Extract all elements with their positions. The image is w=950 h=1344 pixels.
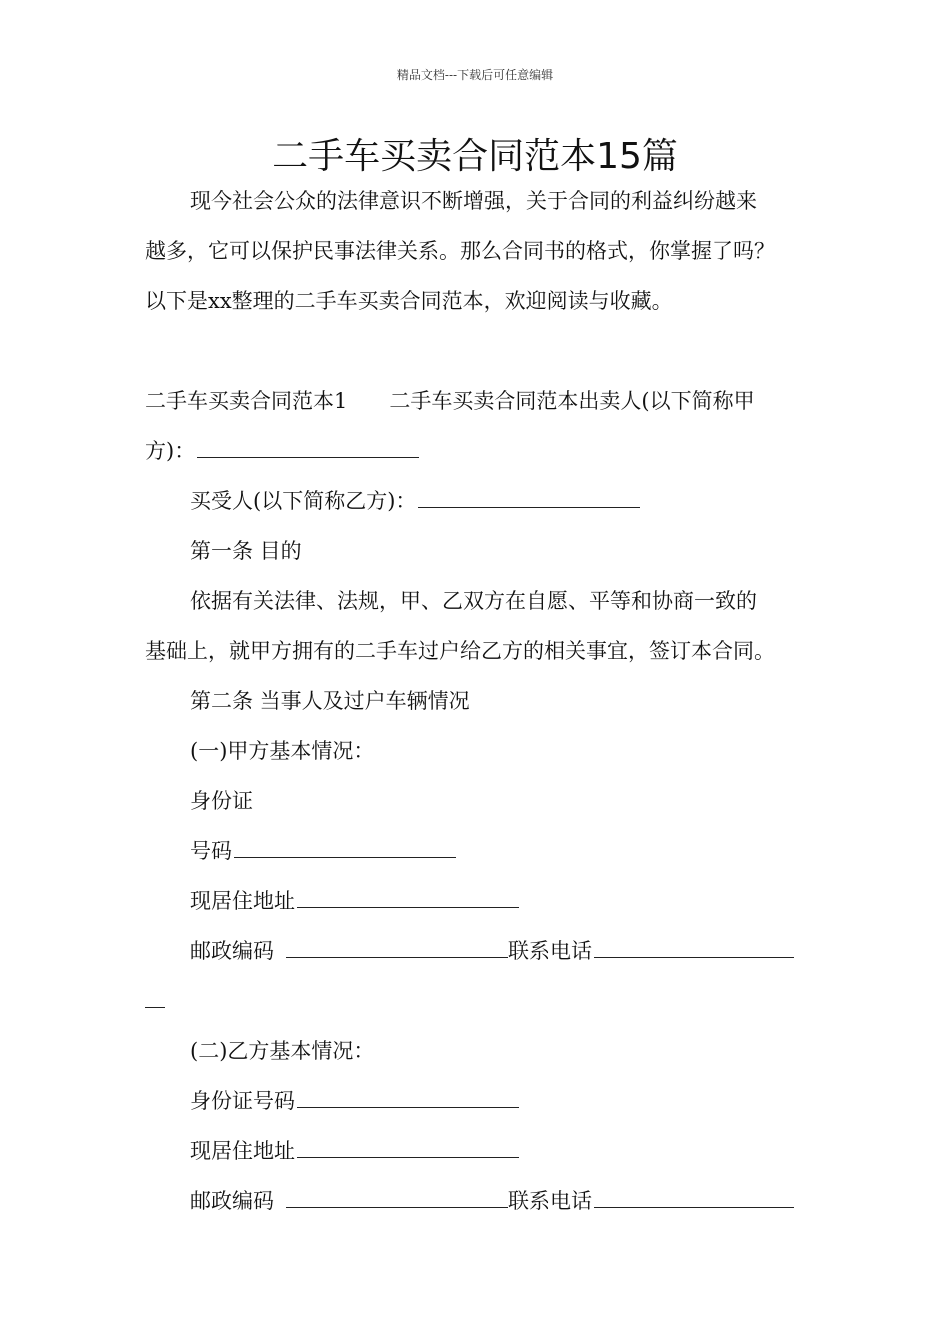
seller-line-a: 二手车买卖合同范本出卖人(以下简称甲 [389,389,755,413]
party-a-phone-blank-continued[interactable] [145,987,165,1008]
buyer-row [190,486,640,516]
party-a-id-row [190,836,456,866]
party-a-phone-blank[interactable] [594,937,794,958]
party-b-address-label: 现居住地址 [190,1139,295,1163]
article2-title: 第二条 当事人及过户车辆情况 [190,689,470,713]
party-b-address-blank[interactable] [297,1137,519,1158]
party-b-postcode-label: 邮政编码 [190,1189,274,1213]
intro-line-1: 现今社会公众的法律意识不断增强，关于合同的利益纠纷越来 [190,189,757,213]
party-a-heading: (一)甲方基本情况： [190,739,375,763]
party-a-address-row [190,886,519,916]
seller-name-blank[interactable] [197,437,419,458]
intro-line-2: 越多，它可以保护民事法律关系。那么合同书的格式，你掌握了吗？ [145,239,775,263]
party-b-contact-row [190,1186,794,1216]
party-b-address-row [190,1136,519,1166]
article1-title: 第一条 目的 [190,539,302,563]
party-b-phone-label: 联系电话 [508,1189,592,1213]
party-a-id-label-b: 号码 [190,839,232,863]
article1-text-2: 基础上，就甲方拥有的二手车过户给乙方的相关事宜，签订本合同。 [145,639,775,663]
party-b-id-label: 身份证号码 [190,1089,295,1113]
buyer-label: 买受人(以下简称乙方)： [190,489,417,513]
party-a-postcode-label: 邮政编码 [190,939,274,963]
party-a-address-label: 现居住地址 [190,889,295,913]
party-b-id-blank[interactable] [297,1087,519,1108]
seller-line-b-row [145,436,419,466]
party-a-phone-label: 联系电话 [508,939,592,963]
party-a-id-blank[interactable] [234,837,456,858]
party-b-heading: (二)乙方基本情况： [190,1039,375,1063]
intro-line-3: 以下是xx整理的二手车买卖合同范本，欢迎阅读与收藏。 [145,289,673,313]
section-heading-row [145,386,755,416]
seller-line-b: 方)： [145,439,196,463]
party-b-postcode-blank[interactable] [286,1187,508,1208]
party-a-address-blank[interactable] [297,887,519,908]
party-b-phone-blank[interactable] [594,1187,794,1208]
party-a-phone-blank-wrap [145,986,165,1016]
article1-text-1: 依据有关法律、法规，甲、乙双方在自愿、平等和协商一致的 [190,589,757,613]
header-note: 精品文档---下载后可任意编辑 [396,68,554,82]
section-heading: 二手车买卖合同范本1 [145,389,348,413]
party-a-id-label-a: 身份证 [190,789,253,813]
document-title: 二手车买卖合同范本15篇 [272,136,678,177]
buyer-name-blank[interactable] [418,487,640,508]
party-b-id-row [190,1086,519,1116]
party-a-postcode-blank[interactable] [286,937,508,958]
party-a-contact-row [190,936,794,966]
